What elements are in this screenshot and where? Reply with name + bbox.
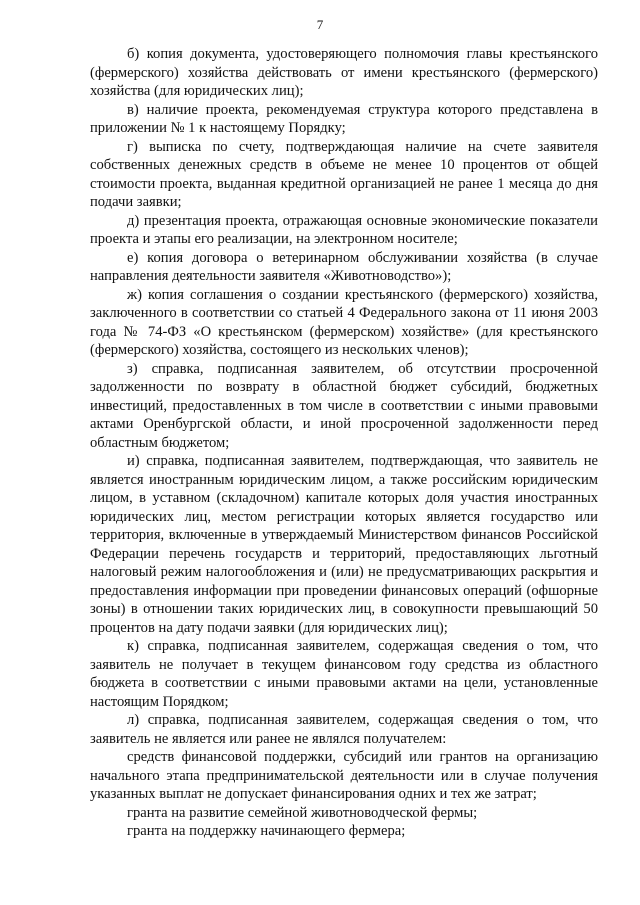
page-number: 7 [316, 17, 324, 32]
document-body [90, 45, 598, 841]
paragraph-l: л) справка, подписанная заявителем, содержащая сведения о том, что заявитель не является или ранее не являлся получателем: [90, 712, 598, 747]
paragraph-d: д) презентация проекта, отражающая основные экономические показатели проекта и этапы его реализации, на электронном носителе; [90, 212, 598, 247]
paragraph-l-item-3: гранта на поддержку начинающего фермера; [127, 823, 406, 839]
paragraph-l-item-2: гранта на развитие семейной животноводческой фермы; [127, 804, 478, 821]
paragraph-zh: ж) копия соглашения о создании крестьянского (фермерского) хозяйства, заключенного в соответствии со статьей 4 Федерального закона от 11 июня 2003 года № 74-ФЗ «О крестьянском (фермерском) хозяйстве» (для крестьянского (фермерского) хозяйства, состоящего из нескольких членов); [90, 286, 598, 358]
paragraph-e: е) копия договора о ветеринарном обслуживании хозяйства (в случае направления деятельности заявителя «Животноводство»); [90, 249, 598, 284]
paragraph-b: б) копия документа, удостоверяющего полномочия главы крестьянского (фермерского) хозяйства действовать от имени крестьянского (фермерского) хозяйства (для юридических лиц); [90, 46, 598, 99]
paragraph-l-item-1: средств финансовой поддержки, субсидий или грантов на организацию начального этапа предпринимательской деятельности или в случае получения указанных выплат не допускает финансирования одних и тех же затрат; [90, 749, 598, 802]
paragraph-z: з) справка, подписанная заявителем, об отсутствии просроченной задолженности по возврату в областной бюджет субсидий, бюджетных инвестиций, предоставленных в том числе в соответствии с иными правовыми актами Оренбургской области, и иной просроченной задолженности перед областным бюджетом; [90, 360, 598, 451]
paragraph-v: в) наличие проекта, рекомендуемая структура которого представлена в приложении № 1 к настоящему Порядку; [90, 101, 598, 136]
paragraph-g: г) выписка по счету, подтверждающая наличие на счете заявителя собственных денежных средств в объеме не менее 10 процентов от общей стоимости проекта, выданная кредитной организацией не ранее 1 месяца до дня подачи заявки; [90, 138, 598, 210]
paragraph-i: и) справка, подписанная заявителем, подтверждающая, что заявитель не является иностранным юридическим лицом, а также российским юридическим лицом, в уставном (складочном) капитале которых доля участия иностранных юридических лиц, местом регистрации которых является государство или территория, включенные в утверждаемый Министерством финансов Российской Федерации перечень государств и территорий, предоставляющих льготный налоговый режим налогообложения и (или) не предусматривающих раскрытия и предоставления информации при проведении финансовых операций (офшорные зоны) в отношении таких юридических лиц, в совокупности превышающий 50 процентов на дату подачи заявки (для юридических лиц); [90, 453, 598, 636]
paragraph-k: к) справка, подписанная заявителем, содержащая сведения о том, что заявитель не получает в текущем финансовом году средства из областного бюджета в соответствии с иными правовыми актами на цели, установленные настоящим Порядком; [90, 638, 598, 710]
